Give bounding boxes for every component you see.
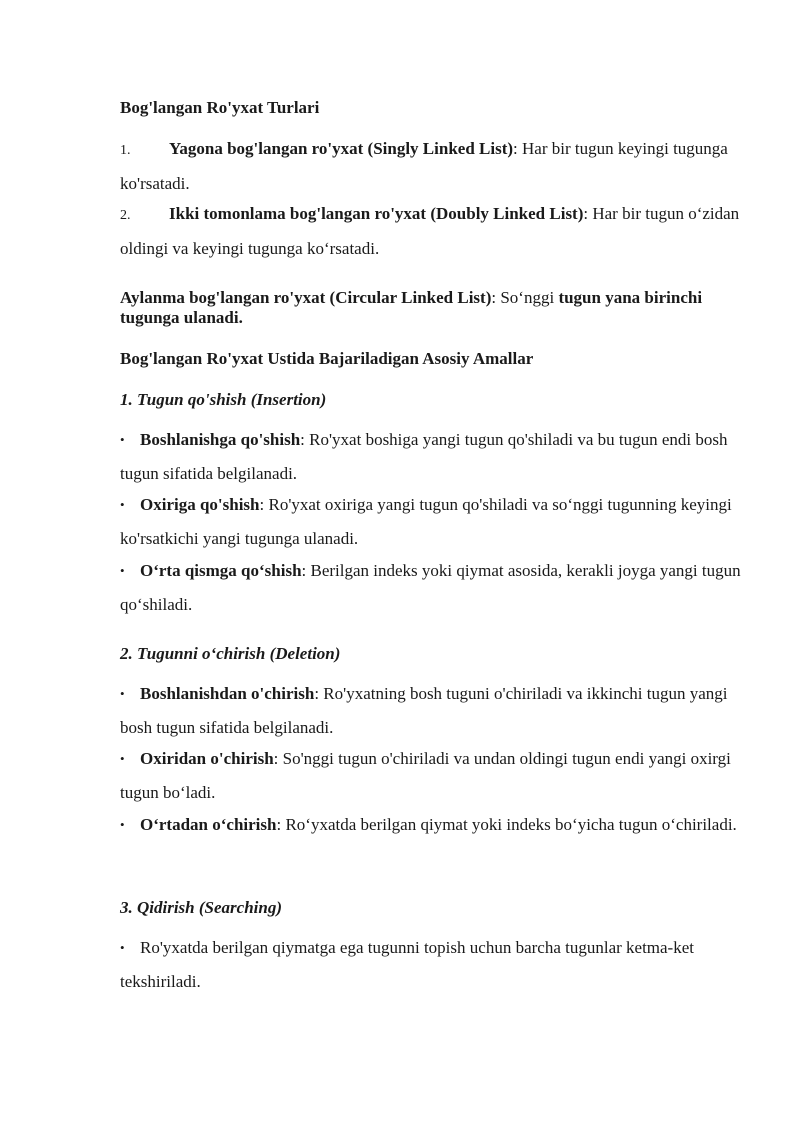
bullet-item-delete-end	[120, 742, 745, 809]
item-description: Ro'yxatda berilgan qiymatga ega tugunni topish uchun barcha tugunlar ketma-ket tekshiriladi.	[120, 938, 694, 991]
bullet-item-search	[120, 931, 745, 998]
item-description: : Ro'yxat oxiriga yangi tugun qo'shiladi va soʻnggi tugunning keyingi ko'rsatkichi yangi tugunga ulanadi.	[120, 495, 732, 548]
bullet-icon: •	[120, 940, 125, 955]
subheading-searching: 3. Qidirish (Searching)	[120, 898, 282, 917]
circular-text: : Soʻnggi	[491, 288, 559, 307]
item-term: Boshlanishdan o'chirish	[140, 684, 315, 703]
item-description: : Ro'yxat boshiga yangi tugun qo'shiladi va bu tugun endi bosh tugun sifatida belgilanadi.	[120, 430, 728, 483]
bullet-item-delete-start	[120, 677, 745, 744]
subheading-deletion: 2. Tugunni oʻchirish (Deletion)	[120, 644, 341, 663]
bullet-item-insert-start	[120, 423, 745, 490]
item-term: Yagona bog'langan ro'yxat (Singly Linked List)	[169, 139, 514, 158]
numbered-item-doubly	[120, 197, 745, 265]
item-number: 2.	[120, 208, 131, 223]
item-term: Ikki tomonlama bog'langan ro'yxat (Doubly Linked List)	[169, 204, 584, 223]
item-description: : Har bir tugun keyingi tugunga ko'rsatadi.	[120, 139, 728, 193]
item-term: Oʻrta qismga qoʻshish	[140, 561, 302, 580]
bullet-icon: •	[120, 432, 125, 447]
bullet-icon: •	[120, 563, 125, 578]
item-term: Oxiridan o'chirish	[140, 749, 274, 768]
section-heading-operations: Bog'langan Ro'yxat Ustida Bajariladigan Asosiy Amallar	[120, 349, 534, 368]
bullet-item-insert-end	[120, 488, 745, 555]
item-description: : Berilgan indeks yoki qiymat asosida, kerakli joyga yangi tugun qoʻshiladi.	[120, 561, 741, 614]
numbered-item-singly	[120, 132, 745, 200]
section-heading-types: Bog'langan Ro'yxat Turlari	[120, 98, 320, 117]
item-term: Oxiriga qo'shish	[140, 495, 260, 514]
item-description: : So'nggi tugun o'chiriladi va undan oldingi tugun endi yangi oxirgi tugun boʻladi.	[120, 749, 731, 802]
item-description: : Ro'yxatning bosh tuguni o'chiriladi va ikkinchi tugun yangi bosh tugun sifatida belgilanadi.	[120, 684, 728, 737]
circular-term-2: tugun yana birinchi tugunga ulanadi.	[120, 288, 703, 327]
bullet-icon: •	[120, 817, 125, 832]
item-term: Oʻrtadan oʻchirish	[140, 815, 277, 834]
subheading-insertion: 1. Tugun qo'shish (Insertion)	[120, 390, 327, 409]
circular-term: Aylanma bog'langan ro'yxat (Circular Linked List)	[120, 288, 492, 307]
bullet-item-insert-middle	[120, 554, 745, 621]
bullet-icon: •	[120, 751, 125, 766]
bullet-item-delete-middle	[120, 808, 745, 842]
item-term: Boshlanishga qo'shish	[140, 430, 301, 449]
item-description: : Roʻyxatda berilgan qiymat yoki indeks boʻyicha tugun oʻchiriladi.	[276, 815, 737, 834]
circular-list-paragraph	[120, 288, 745, 328]
item-description: : Har bir tugun oʻzidan oldingi va keyingi tugunga koʻrsatadi.	[120, 204, 740, 258]
item-number: 1.	[120, 143, 131, 158]
bullet-icon: •	[120, 497, 125, 512]
bullet-icon: •	[120, 686, 125, 701]
